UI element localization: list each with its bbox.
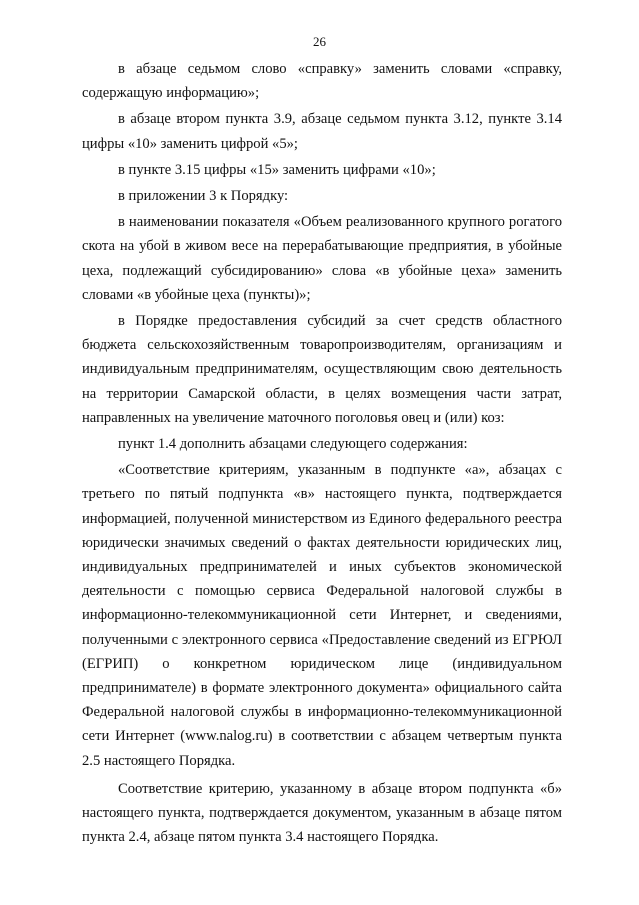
paragraph: в пункте 3.15 цифры «15» заменить цифрами «10»; — [118, 161, 436, 178]
paragraph: пункт 1.4 дополнить абзацами следующего содержания: — [118, 436, 468, 453]
paragraph: «Соответствие критериям, указанным в подпункте «а», абзацах с третьего по пятый подпункта «в» настоящего пункта, подтверждается информацией, полученной министерством из Единого федерального реестра юридически значимых сведений о фактах деятельности юридических лиц, индивидуальных предпринимателей и иных субъектов экономической деятельности с помощью сервиса Федеральной налоговой службы в информационно-телекоммуникационной сети Интернет, и сведениями, полученными с электронного сервиса «Предоставление сведений из ЕГРЮЛ (ЕГРИП) о конкретном юридическом лице (индивидуальном предпринимателе) в формате электронного документа» официального сайта Федеральной налоговой службы в информационно-телекоммуникационной сети Интернет (www.nalog.ru) в соответствии с абзацем четвертым пункта 2.5 настоящего Порядка. — [82, 462, 562, 769]
paragraph: в приложении 3 к Порядку: — [118, 188, 289, 205]
paragraph: Соответствие критерию, указанному в абзаце втором подпункта «б» настоящего пункта, подтверждается документом, указанным в абзаце пятом пункта 2.4, абзаце пятом пункта 3.4 настоящего Порядка. — [82, 780, 562, 846]
paragraph: в наименовании показателя «Объем реализованного крупного рогатого скота на убой в живом весе на перерабатывающие предприятия, в убойные цеха, подлежащий субсидированию» слова «в убойные цеха» заменить словами «в убойные цеха (пункты)»; — [82, 214, 562, 303]
paragraph: в абзаце втором пункта 3.9, абзаце седьмом пункта 3.12, пункте 3.14 цифры «10» заменить цифрой «5»; — [82, 111, 562, 152]
paragraph: в абзаце седьмом слово «справку» заменить словами «справку, содержащую информацию»; — [82, 61, 562, 102]
page-number: 26 — [313, 34, 326, 49]
document-body — [82, 57, 562, 850]
paragraph: в Порядке предоставления субсидий за счет средств областного бюджета сельскохозяйственным товаропроизводителям, организациям и индивидуальным предпринимателям, осуществляющим свою деятельность на территории Самарской области, в целях возмещения части затрат, направленных на увеличение маточного поголовья овец и (или) коз: — [82, 313, 562, 426]
